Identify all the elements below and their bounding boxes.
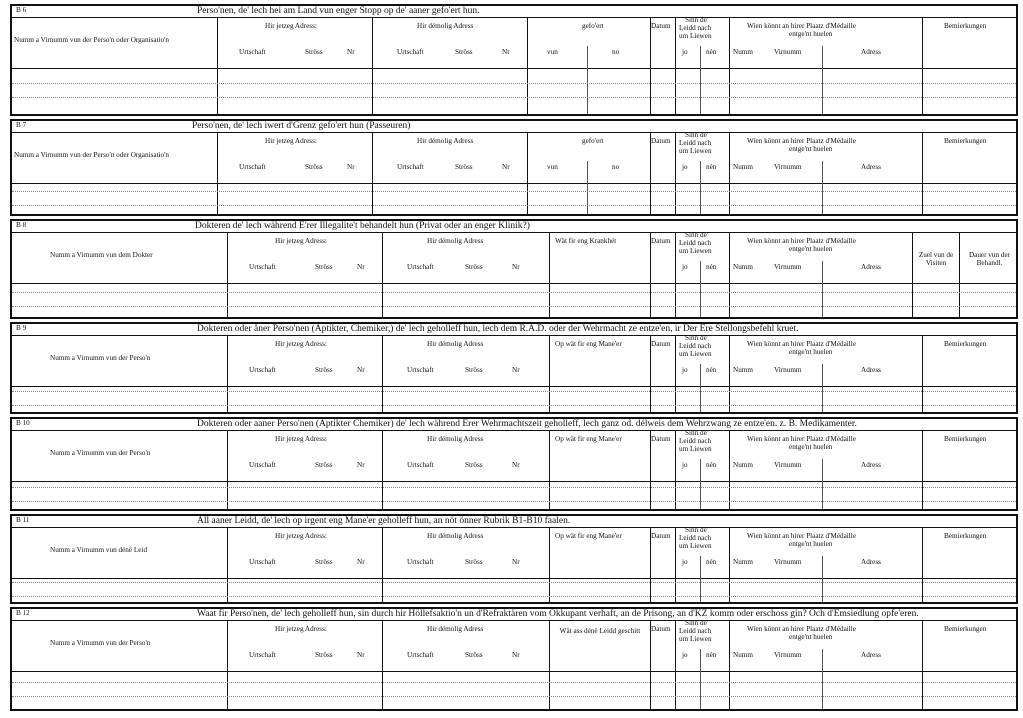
firstname-label: Virnumm [774, 366, 802, 374]
address-label: Adress [861, 366, 881, 374]
alive-header-1: Sinn de' [685, 16, 709, 24]
address-label: Adress [861, 651, 881, 659]
alive-header-3: um Liewen [679, 247, 712, 255]
medal-header-1: Wien könnt an hirer Plaatz d'Médaille [747, 22, 856, 30]
section-b10 [10, 417, 1018, 511]
column-divider [729, 335, 730, 412]
medal-header-2: entge'nt huelen [789, 540, 833, 548]
section-code: B 11 [16, 516, 30, 524]
row-divider [12, 132, 1016, 133]
row-divider [12, 335, 1016, 336]
alive-header-3: um Liewen [679, 32, 712, 40]
name-column-header: Numm a Virnumm vun der Perso'n oder Organisatio'n [14, 36, 170, 44]
column-divider [922, 430, 923, 509]
date-header: Datum [651, 340, 671, 348]
street-label: Ströss [465, 558, 483, 566]
street-label: Ströss [465, 366, 483, 374]
section-title: All aaner Leidd, de' lech op irgent eng Mane'er geholleff hun, an nöt önner Rubrik B1-B10 faalen. [197, 516, 571, 526]
row-divider [12, 501, 1016, 502]
column-divider [700, 46, 701, 114]
locality-label: Urtschaft [407, 558, 434, 566]
section-b12 [10, 607, 1018, 711]
medal-header-1: Wien könnt an hirer Plaatz d'Médaille [747, 532, 856, 540]
date-header: Datum [651, 237, 671, 245]
current-address-header: Hir jetzeg Adress: [265, 22, 317, 30]
column-divider [382, 232, 383, 317]
section-b6 [10, 4, 1018, 116]
surname-label: Numm [733, 163, 753, 171]
column-divider [675, 17, 676, 114]
number-label: Nr [502, 163, 510, 171]
row-divider [12, 391, 1016, 392]
yes-label: jo [682, 48, 688, 56]
section-b8 [10, 219, 1018, 319]
previous-address-header: Hir démolig Adress [427, 532, 484, 540]
column-divider [822, 261, 823, 317]
locality-label: Urtschaft [407, 366, 434, 374]
section-title: Perso'nen, de' lech iwert d'Grenz gefo'ert hun (Passeuren) [192, 121, 411, 131]
column-divider [587, 46, 588, 114]
alive-header-1: Sinn de' [685, 334, 709, 342]
previous-address-header: Hir démolig Adress [427, 237, 484, 245]
medal-header-1: Wien könnt an hirer Plaatz d'Médaille [747, 435, 856, 443]
driven-header: gefo'ert [582, 22, 604, 30]
alive-header-1: Sinn de' [685, 619, 709, 627]
row-divider [12, 578, 1016, 579]
driven-header: gefo'ert [582, 137, 604, 145]
alive-header-1: Sinn de' [685, 231, 709, 239]
column-divider [922, 527, 923, 602]
row-divider [12, 205, 1016, 206]
column-divider [700, 161, 701, 214]
no-label: nén [706, 558, 717, 566]
column-divider [700, 261, 701, 317]
yes-label: jo [682, 558, 688, 566]
column-divider [549, 335, 550, 412]
column-divider [822, 649, 823, 709]
address-label: Adress [861, 163, 881, 171]
address-label: Adress [861, 461, 881, 469]
number-label: Nr [512, 558, 520, 566]
date-header: Datum [651, 22, 671, 30]
section-code: B 10 [16, 419, 30, 427]
row-divider [12, 696, 1016, 697]
surname-label: Numm [733, 366, 753, 374]
row-divider [12, 430, 1016, 431]
medal-header-1: Wien könnt an hirer Plaatz d'Médaille [747, 237, 856, 245]
from-label: vun [547, 48, 558, 56]
column-divider [227, 430, 228, 509]
previous-address-header: Hir démolig Adress [427, 625, 484, 633]
detail-header: Wät fir eng Krankhét [555, 237, 617, 245]
row-divider [12, 671, 1016, 672]
yes-label: jo [682, 461, 688, 469]
name-column-header: Numm a Virnumm vun der Perso'n [50, 354, 151, 362]
surname-label: Numm [733, 558, 753, 566]
number-label: Nr [357, 263, 365, 271]
visits-header: Zuel vun de Visiten [918, 251, 954, 267]
address-label: Adress [861, 263, 881, 271]
surname-label: Numm [733, 48, 753, 56]
column-divider [382, 335, 383, 412]
number-label: Nr [357, 461, 365, 469]
previous-address-header: Hir démolig Adress [417, 22, 474, 30]
row-divider [12, 292, 1016, 293]
alive-header-2: Leidd nach [679, 139, 712, 147]
row-divider [12, 620, 1016, 621]
column-divider [729, 132, 730, 214]
street-label: Ströss [465, 651, 483, 659]
date-header: Datum [651, 532, 671, 540]
section-code: B 9 [16, 324, 27, 332]
date-header: Datum [651, 625, 671, 633]
number-label: Nr [512, 651, 520, 659]
detail-header: Op wät fir eng Mane'er [555, 532, 622, 540]
column-divider [227, 527, 228, 602]
street-label: Ströss [455, 163, 473, 171]
yes-label: jo [682, 163, 688, 171]
row-divider [12, 386, 1016, 387]
locality-label: Urtschaft [397, 48, 424, 56]
column-divider [549, 430, 550, 509]
street-label: Ströss [465, 461, 483, 469]
yes-label: jo [682, 366, 688, 374]
name-column-header: Numm a Virnumm vun der Perso'n oder Organisatio'n [14, 151, 170, 159]
section-b11 [10, 514, 1018, 604]
section-title: Waat fir Perso'nen, de' lech geholleff hun, sin durch hir Höllefsaktio'n un d'Refraktären vom Okkupant verhaft, an de Prisong, an d'KZ komm oder erschoss gin? Och d'Emsiedlung opfe'eren. [197, 609, 919, 619]
row-divider [12, 682, 1016, 683]
detail-header: Op wät fir eng Mane'er [555, 435, 622, 443]
detail-header: Wät ass dénë Leidd geschitt [559, 627, 641, 635]
address-label: Adress [861, 558, 881, 566]
alive-header-2: Leidd nach [679, 627, 712, 635]
name-column-header: Numm a Virnumm vun dénë Leid [50, 546, 148, 554]
medal-header-2: entge'nt huelen [789, 245, 833, 253]
remarks-header: Bemierkungen [944, 625, 987, 633]
column-divider [650, 17, 651, 114]
column-divider [549, 232, 550, 317]
section-code: B 8 [16, 221, 27, 229]
row-divider [12, 232, 1016, 233]
row-divider [12, 306, 1016, 307]
medal-header-2: entge'nt huelen [789, 443, 833, 451]
column-divider [382, 430, 383, 509]
column-divider [675, 232, 676, 317]
section-code: B 7 [16, 121, 27, 129]
column-divider [587, 161, 588, 214]
firstname-label: Virnumm [774, 651, 802, 659]
number-label: Nr [512, 461, 520, 469]
row-divider [12, 405, 1016, 406]
alive-header-3: um Liewen [679, 147, 712, 155]
firstname-label: Virnumm [774, 263, 802, 271]
no-label: nén [706, 48, 717, 56]
alive-header-3: um Liewen [679, 635, 712, 643]
number-label: Nr [357, 558, 365, 566]
current-address-header: Hir jetzeg Adress: [275, 435, 327, 443]
column-divider [372, 17, 373, 114]
locality-label: Urtschaft [407, 461, 434, 469]
current-address-header: Hir jetzeg Adress: [265, 137, 317, 145]
locality-label: Urtschaft [407, 651, 434, 659]
section-code: B 12 [16, 609, 30, 617]
yes-label: jo [682, 263, 688, 271]
row-divider [12, 481, 1016, 482]
medal-header-1: Wien könnt an hirer Plaatz d'Médaille [747, 340, 856, 348]
column-divider [527, 17, 528, 114]
medal-header-2: entge'nt huelen [789, 348, 833, 356]
locality-label: Urtschaft [249, 263, 276, 271]
column-divider [549, 527, 550, 602]
column-divider [922, 17, 923, 114]
column-divider [675, 132, 676, 214]
locality-label: Urtschaft [249, 366, 276, 374]
column-divider [959, 232, 960, 317]
column-divider [729, 527, 730, 602]
row-divider [12, 83, 1016, 84]
locality-label: Urtschaft [239, 163, 266, 171]
alive-header-2: Leidd nach [679, 239, 712, 247]
surname-label: Numm [733, 263, 753, 271]
surname-label: Numm [733, 461, 753, 469]
row-divider [12, 183, 1016, 184]
remarks-header: Bemierkungen [944, 532, 987, 540]
row-divider [12, 487, 1016, 488]
column-divider [700, 649, 701, 709]
street-label: Ströss [315, 461, 333, 469]
number-label: Nr [502, 48, 510, 56]
row-divider [12, 527, 1016, 528]
current-address-header: Hir jetzeg Adress: [275, 237, 327, 245]
section-b9 [10, 322, 1018, 414]
previous-address-header: Hir démolig Adress [427, 340, 484, 348]
alive-header-1: Sinn de' [685, 131, 709, 139]
row-divider [12, 283, 1016, 284]
from-label: vun [547, 163, 558, 171]
section-code: B 6 [16, 6, 27, 14]
street-label: Ströss [315, 558, 333, 566]
alive-header-3: um Liewen [679, 445, 712, 453]
firstname-label: Virnumm [774, 163, 802, 171]
column-divider [217, 132, 218, 214]
to-label: no [612, 163, 620, 171]
column-divider [372, 132, 373, 214]
to-label: no [612, 48, 620, 56]
no-label: nén [706, 651, 717, 659]
current-address-header: Hir jetzeg Adress: [275, 625, 327, 633]
no-label: nén [706, 263, 717, 271]
row-divider [12, 582, 1016, 583]
current-address-header: Hir jetzeg Adress: [275, 532, 327, 540]
column-divider [675, 335, 676, 412]
date-header: Datum [651, 435, 671, 443]
medal-header-1: Wien könnt an hirer Plaatz d'Médaille [747, 625, 856, 633]
street-label: Ströss [315, 366, 333, 374]
column-divider [217, 17, 218, 114]
number-label: Nr [512, 263, 520, 271]
row-divider [12, 191, 1016, 192]
medal-header-2: entge'nt huelen [789, 145, 833, 153]
row-divider [12, 97, 1016, 98]
alive-header-3: um Liewen [679, 542, 712, 550]
alive-header-2: Leidd nach [679, 437, 712, 445]
alive-header-1: Sinn de' [685, 526, 709, 534]
no-label: nén [706, 163, 717, 171]
section-title: Dokteren oder åner Perso'nen (Aptikter, Chemiker,) de' lech geholleff hun, lech dem R.A.D. oder der Wehrmacht ze entze'en, ir Der Ere Stellongsbefehl kruet. [197, 324, 799, 334]
detail-header: Op wät fir eng Mane'er [555, 340, 622, 348]
remarks-header: Bemierkungen [944, 340, 987, 348]
medal-header-2: entge'nt huelen [789, 633, 833, 641]
street-label: Ströss [305, 48, 323, 56]
surname-label: Numm [733, 651, 753, 659]
street-label: Ströss [315, 651, 333, 659]
section-title: Dokteren de' lech während E'rer Illegalite't behandelt hun (Privat oder an enger Klinik?) [195, 221, 530, 231]
date-header: Datum [651, 137, 671, 145]
yes-label: jo [682, 651, 688, 659]
column-divider [922, 335, 923, 412]
street-label: Ströss [305, 163, 323, 171]
street-label: Ströss [465, 263, 483, 271]
current-address-header: Hir jetzeg Adress: [275, 340, 327, 348]
column-divider [922, 132, 923, 214]
locality-label: Urtschaft [397, 163, 424, 171]
alive-header-2: Leidd nach [679, 342, 712, 350]
no-label: nén [706, 461, 717, 469]
alive-header-1: Sinn de' [685, 429, 709, 437]
column-divider [822, 46, 823, 114]
alive-header-2: Leidd nach [679, 534, 712, 542]
number-label: Nr [357, 366, 365, 374]
number-label: Nr [357, 651, 365, 659]
row-divider [12, 68, 1016, 69]
remarks-header: Bemierkungen [944, 22, 987, 30]
firstname-label: Virnumm [774, 558, 802, 566]
row-divider [12, 17, 1016, 18]
column-divider [729, 232, 730, 317]
previous-address-header: Hir démolig Adress [427, 435, 484, 443]
locality-label: Urtschaft [239, 48, 266, 56]
name-column-header: Numm a Virnumm vun der Perso'n [50, 639, 151, 647]
number-label: Nr [347, 48, 355, 56]
firstname-label: Virnumm [774, 48, 802, 56]
locality-label: Urtschaft [249, 651, 276, 659]
section-b7 [10, 119, 1018, 216]
remarks-header: Bemierkungen [944, 435, 987, 443]
column-divider [675, 527, 676, 602]
medal-header-2: entge'nt huelen [789, 30, 833, 38]
name-column-header: Numm a Virnumm vun der Perso'n [50, 449, 151, 457]
firstname-label: Virnumm [774, 461, 802, 469]
row-divider [12, 596, 1016, 597]
section-title: Dokteren oder aaner Perso'nen (Aptikter Chemiker) de' lech während Erer Wehrmachtszeit geholleff, lech ganz od. délweis dem Wehrzwang ze entze'en. z. B. Medikamenter. [197, 419, 857, 429]
section-title: Perso'nen, de' lech hei am Land vun enger Stopp op de' aaner gefo'ert hun. [197, 6, 480, 16]
previous-address-header: Hir démolig Adress [417, 137, 474, 145]
column-divider [729, 430, 730, 509]
locality-label: Urtschaft [249, 461, 276, 469]
street-label: Ströss [455, 48, 473, 56]
alive-header-2: Leidd nach [679, 24, 712, 32]
column-divider [527, 132, 528, 214]
column-divider [675, 430, 676, 509]
number-label: Nr [512, 366, 520, 374]
medal-header-1: Wien könnt an hirer Plaatz d'Médaille [747, 137, 856, 145]
address-label: Adress [861, 48, 881, 56]
number-label: Nr [347, 163, 355, 171]
column-divider [227, 335, 228, 412]
alive-header-3: um Liewen [679, 350, 712, 358]
name-column-header: Numm a Virnumm vun dem Dokter [50, 251, 153, 259]
no-label: nén [706, 366, 717, 374]
column-divider [912, 232, 913, 317]
locality-label: Urtschaft [249, 558, 276, 566]
street-label: Ströss [315, 263, 333, 271]
duration-header: Dauer vun der Behandl. [968, 251, 1011, 267]
locality-label: Urtschaft [407, 263, 434, 271]
remarks-header: Bemierkungen [944, 137, 987, 145]
column-divider [227, 232, 228, 317]
column-divider [822, 161, 823, 214]
column-divider [729, 17, 730, 114]
column-divider [382, 527, 383, 602]
